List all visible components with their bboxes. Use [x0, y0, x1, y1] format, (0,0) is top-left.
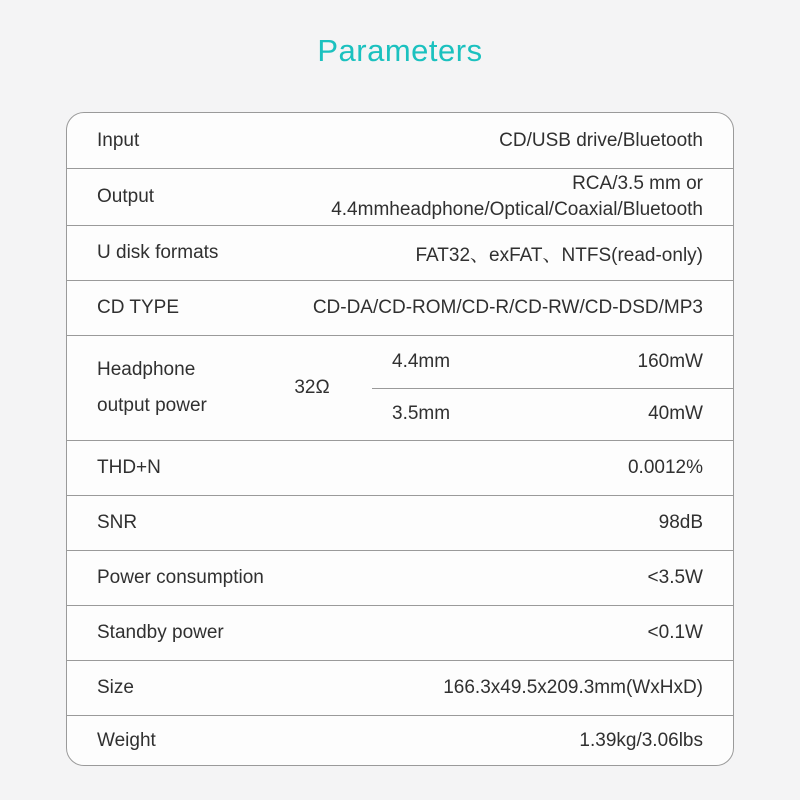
headphone-sub-value-35mm: 40mW [648, 403, 703, 425]
headphone-sub-label-44mm: 4.4mm [392, 350, 451, 372]
spec-label-snr: SNR [97, 512, 138, 533]
spec-value-size: 166.3x49.5x209.3mm(WxHxD) [443, 677, 703, 698]
spec-value-snr: 98dB [658, 512, 703, 533]
spec-row-standby-power [67, 606, 733, 661]
headphone-sub-value-44mm: 160mW [637, 350, 703, 372]
spec-label-input: Input [97, 129, 140, 151]
spec-row-thd-n [67, 441, 733, 496]
spec-row-snr [67, 496, 733, 551]
page-title: Parameters [317, 33, 483, 68]
spec-value-u-disk-formats: FAT32、exFAT、NTFS(read-only) [415, 244, 703, 266]
spec-label-headphone-line1: Headphone [97, 359, 196, 380]
spec-value-power-consumption: <3.5W [647, 567, 703, 588]
spec-label-cd-type: CD TYPE [97, 297, 180, 318]
spec-row-cd-type [67, 281, 733, 336]
spec-row-headphone-output-power [67, 336, 733, 441]
spec-row-input [67, 113, 733, 169]
parameters-table [66, 112, 734, 766]
spec-row-weight [67, 716, 733, 765]
spec-value-input: CD/USB drive/Bluetooth [499, 129, 703, 151]
spec-row-u-disk-formats [67, 226, 733, 281]
spec-label-power-consumption: Power consumption [97, 567, 264, 588]
headphone-sub-row-44mm [372, 336, 733, 389]
spec-label-weight: Weight [97, 729, 156, 751]
spec-value-output [331, 171, 703, 223]
spec-label-output: Output [97, 186, 155, 207]
spec-label-u-disk-formats: U disk formats [97, 242, 219, 263]
spec-row-output [67, 169, 733, 226]
spec-row-power-consumption [67, 551, 733, 606]
spec-value-thd-n: 0.0012% [627, 457, 703, 478]
spec-label-size: Size [97, 677, 134, 698]
headphone-sub-row-35mm [372, 389, 733, 441]
spec-label-headphone-output-power [67, 336, 252, 440]
headphone-sub-label-35mm: 3.5mm [392, 403, 451, 425]
spec-value-cd-type: CD-DA/CD-ROM/CD-R/CD-RW/CD-DSD/MP3 [312, 297, 703, 318]
headphone-impedance: 32Ω [294, 377, 330, 398]
spec-row-size [67, 661, 733, 716]
spec-value-weight: 1.39kg/3.06lbs [579, 729, 703, 751]
spec-value-output-line2: 4.4mmheadphone/Optical/Coaxial/Bluetooth [331, 199, 703, 220]
spec-value-output-line1: RCA/3.5 mm or [572, 173, 703, 194]
spec-label-standby-power: Standby power [97, 622, 224, 643]
spec-label-headphone-line2: output power [97, 395, 207, 416]
spec-label-thd-n: THD+N [97, 457, 161, 478]
spec-value-standby-power: <0.1W [647, 622, 703, 643]
headphone-sub-table [372, 336, 733, 440]
